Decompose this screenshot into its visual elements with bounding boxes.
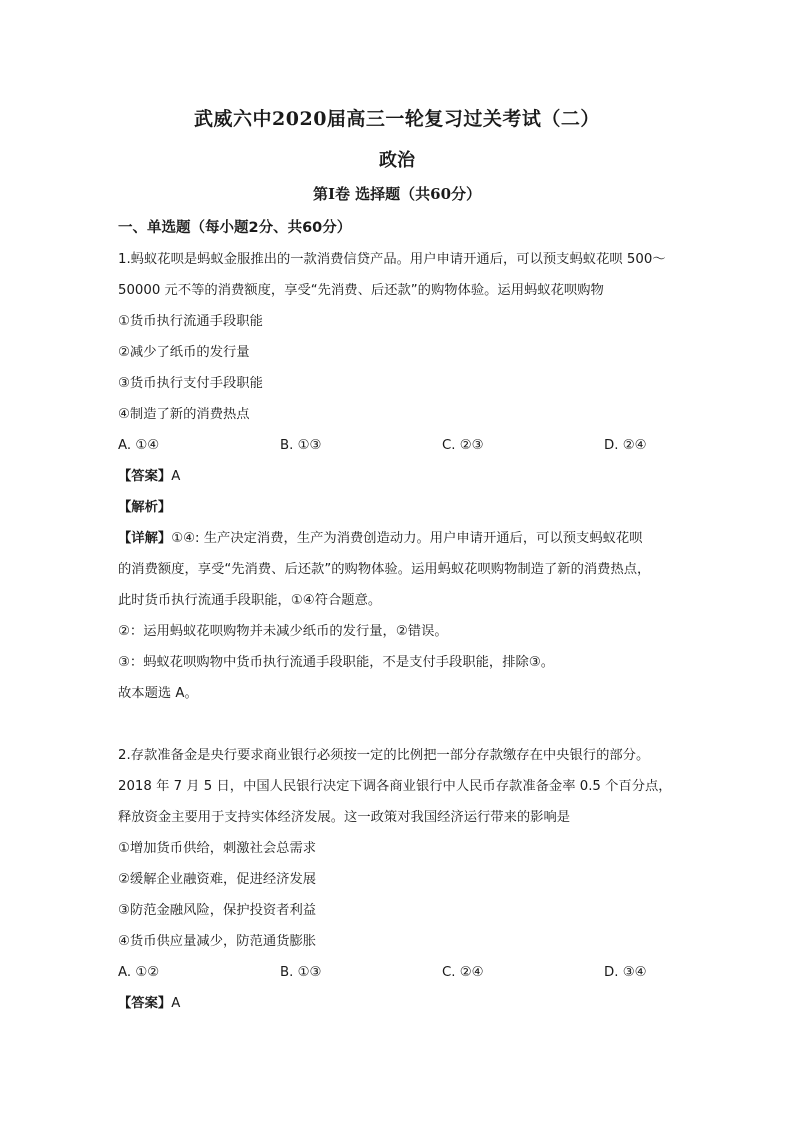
q1-item-1: ①货币执行流通手段职能 [118, 314, 263, 329]
q1-stem-line-1: 1.蚂蚁花呗是蚂蚁金服推出的一款消费信贷产品。用户申请开通后，可以预支蚂蚁花呗 500～ [118, 252, 666, 267]
q2-stem-line-2: 2018 年 7 月 5 日，中国人民银行决定下调各商业银行中人民币存款准备金率 0.5 个百分点， [118, 779, 672, 794]
q1-detail-line-4: ②：运用蚂蚁花呗购物并未减少纸币的发行量，②错误。 [118, 624, 448, 639]
q2-answer-tag: 【答案】 [118, 996, 172, 1011]
q1-item-2: ②减少了纸币的发行量 [118, 345, 250, 360]
q1-detail-line-2: 的消费额度，享受“先消费、后还款”的购物体验。运用蚂蚁花呗购物制造了新的消费热点， [118, 562, 651, 577]
q1-answer [118, 461, 684, 492]
q1-detail-line-3: 此时货币执行流通手段职能，①④符合题意。 [118, 593, 382, 608]
q2-options [118, 957, 684, 988]
q1-answer-tag: 【答案】 [118, 469, 172, 484]
q1-detail-line-1 [118, 523, 684, 554]
q1-analysis-tag: 【解析】 [118, 500, 172, 515]
q2-option-c: C. ②④ [442, 965, 484, 980]
exam-title: 武威六中2020届高三一轮复习过关考试（二） [194, 108, 600, 130]
q1-detail-text-1: ①④: 生产决定消费，生产为消费创造动力。用户申请开通后，可以预支蚂蚁花呗 [171, 531, 643, 546]
q1-option-b: B. ①③ [280, 438, 322, 453]
q1-answer-value: A [171, 469, 181, 484]
questions-content [118, 244, 684, 1019]
q2-option-d: D. ③④ [604, 965, 647, 980]
q2-option-a: A. ①② [118, 965, 160, 980]
q2-stem-line-1: 2.存款准备金是央行要求商业银行必须按一定的比例把一部分存款缴存在中央银行的部分。 [118, 748, 650, 763]
q1-option-a: A. ①④ [118, 438, 160, 453]
q1-options [118, 430, 684, 461]
q1-conclusion: 故本题选 A。 [118, 686, 198, 701]
question-gap [118, 709, 684, 740]
q2-answer-value: A [171, 996, 181, 1011]
q2-item-4: ④货币供应量减少，防范通货膨胀 [118, 934, 317, 949]
q1-stem-line-2: 50000 元不等的消费额度，享受“先消费、后还款”的购物体验。运用蚂蚁花呗购物 [118, 283, 604, 298]
q2-item-1: ①增加货币供给，刺激社会总需求 [118, 841, 317, 856]
q1-detail-tag: 【详解】 [118, 531, 172, 546]
section-title: 第Ⅰ卷 选择题（共60分） [312, 185, 482, 203]
q1-option-c: C. ②③ [442, 438, 484, 453]
part-heading: 一、单选题（每小题2分、共60分） [118, 220, 352, 236]
q2-stem-line-3: 释放资金主要用于支持实体经济发展。这一政策对我国经济运行带来的影响是 [118, 810, 571, 825]
q2-option-b: B. ①③ [280, 965, 322, 980]
q1-detail-line-5: ③：蚂蚁花呗购物中货币执行流通手段职能，不是支付手段职能，排除③。 [118, 655, 555, 670]
exam-subject: 政治 [379, 150, 415, 171]
q2-item-2: ②缓解企业融资难，促进经济发展 [118, 872, 317, 887]
q2-item-3: ③防范金融风险，保护投资者利益 [118, 903, 317, 918]
q1-item-4: ④制造了新的消费热点 [118, 407, 250, 422]
q1-item-3: ③货币执行支付手段职能 [118, 376, 263, 391]
q1-option-d: D. ②④ [604, 438, 647, 453]
q2-answer [118, 988, 684, 1019]
